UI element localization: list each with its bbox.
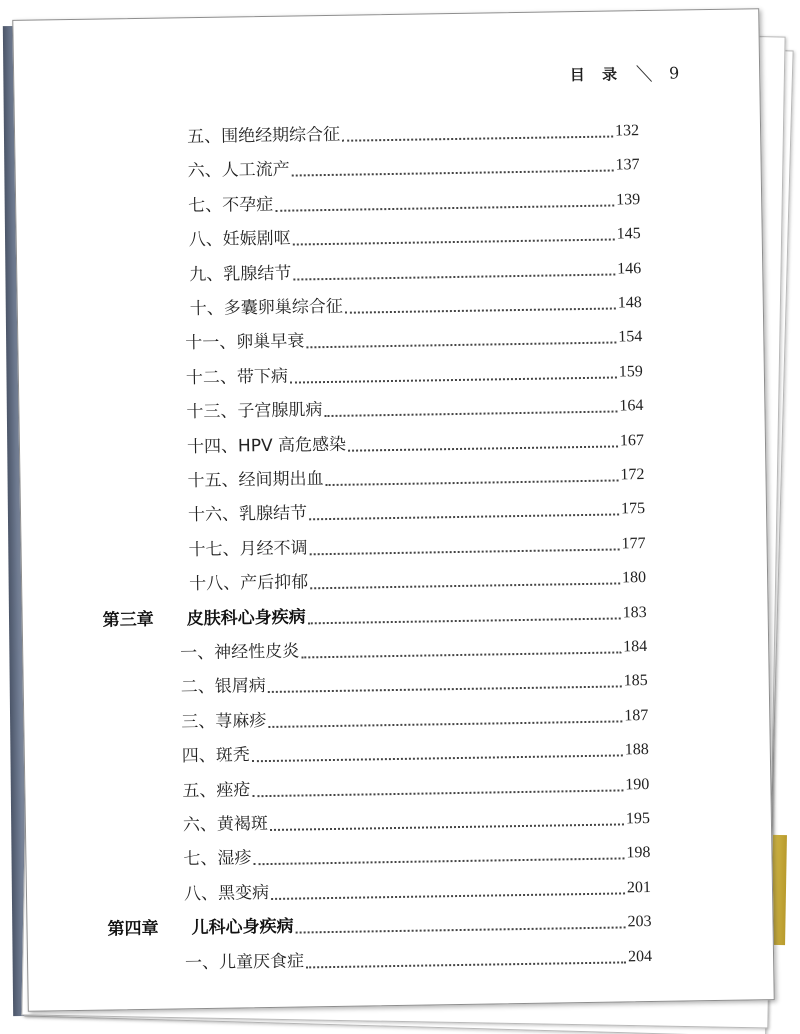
dot-leader bbox=[309, 514, 619, 521]
section-title: 七、湿疹 bbox=[183, 848, 252, 870]
toc-entry-row bbox=[188, 530, 645, 563]
section-title: 二、银屑病 bbox=[180, 676, 266, 698]
header-title: 目 录 bbox=[569, 64, 624, 84]
section-title: 六、黄褐斑 bbox=[182, 814, 269, 836]
dot-leader bbox=[296, 927, 626, 934]
dot-leader bbox=[306, 961, 626, 968]
section-title: 七、不孕症 bbox=[188, 194, 274, 216]
dot-leader bbox=[342, 136, 613, 142]
toc-entry-row bbox=[189, 255, 641, 288]
dot-leader bbox=[293, 273, 615, 280]
toc-entry-row bbox=[186, 392, 643, 425]
dot-leader bbox=[325, 411, 618, 418]
section-title: 十二、带下病 bbox=[185, 366, 289, 389]
toc-entry-row bbox=[187, 151, 639, 184]
page-number: 154 bbox=[618, 328, 643, 346]
section-title: 三、荨麻疹 bbox=[181, 710, 267, 733]
section-title: 八、妊娠剧呕 bbox=[188, 228, 291, 251]
toc-entry-row bbox=[181, 702, 648, 735]
dot-leader bbox=[254, 858, 625, 866]
page-number: 190 bbox=[625, 775, 650, 793]
section-title: 四、斑秃 bbox=[181, 745, 250, 767]
toc-entry-row bbox=[187, 117, 639, 150]
dot-leader bbox=[348, 445, 618, 451]
chapter-title bbox=[102, 604, 305, 633]
section-title: 一、神经性皮炎 bbox=[180, 641, 300, 664]
page-number: 167 bbox=[619, 431, 645, 450]
dot-leader bbox=[310, 548, 620, 555]
dot-leader bbox=[290, 376, 617, 383]
section-title: 十四、HPV 高危感染 bbox=[186, 434, 347, 457]
toc-entry-row bbox=[190, 289, 642, 322]
chapter-number: 第四章 bbox=[107, 918, 159, 940]
toc-entry-row bbox=[187, 461, 644, 494]
page-number: 195 bbox=[625, 810, 651, 828]
dot-leader bbox=[301, 651, 621, 658]
toc-entry-row bbox=[182, 771, 649, 804]
section-title: 十一、卵巢早衰 bbox=[185, 331, 305, 354]
chapter-label: 儿科心身疾病 bbox=[191, 916, 294, 939]
toc-entry-row bbox=[186, 358, 643, 391]
dot-leader bbox=[326, 479, 619, 486]
dot-leader bbox=[252, 789, 623, 797]
page-number: 146 bbox=[617, 259, 642, 278]
toc-entry-row bbox=[187, 427, 644, 460]
page-number: 172 bbox=[620, 466, 645, 484]
page-number: 204 bbox=[627, 947, 653, 965]
section-title: 六、人工流产 bbox=[187, 159, 290, 182]
page-number: 201 bbox=[626, 878, 652, 897]
dot-leader bbox=[292, 170, 614, 177]
section-title: 十八、产后抑郁 bbox=[188, 572, 309, 595]
page-number: 164 bbox=[619, 397, 644, 415]
page-number: 175 bbox=[620, 500, 646, 518]
dot-leader bbox=[268, 720, 622, 728]
section-title: 十六、乳腺结节 bbox=[187, 503, 308, 526]
dot-leader bbox=[306, 342, 616, 349]
running-head bbox=[570, 60, 680, 86]
toc-entry-row bbox=[184, 874, 651, 907]
page-number: 198 bbox=[626, 844, 651, 862]
page-number: 187 bbox=[624, 706, 649, 725]
toc-entry-row bbox=[188, 186, 640, 219]
page-number: 203 bbox=[627, 913, 652, 931]
page-number: 145 bbox=[616, 225, 641, 243]
page-number: 188 bbox=[624, 741, 649, 759]
page-number: 185 bbox=[623, 672, 648, 690]
toc-entry-row bbox=[181, 667, 648, 700]
page-number: 180 bbox=[621, 569, 647, 587]
toc-entry-row bbox=[185, 323, 642, 356]
toc-chapter-row bbox=[102, 599, 646, 634]
dot-leader bbox=[293, 239, 615, 246]
page-number: 139 bbox=[616, 190, 641, 209]
section-title: 一、儿童厌食症 bbox=[184, 951, 305, 973]
toc-chapter-row bbox=[107, 908, 651, 943]
dot-leader bbox=[252, 755, 623, 763]
dot-leader bbox=[310, 583, 620, 590]
table-of-contents bbox=[15, 115, 760, 973]
chapter-title bbox=[107, 914, 293, 943]
page-number: 148 bbox=[617, 294, 642, 312]
page-number: 184 bbox=[623, 638, 648, 656]
toc-entry-row bbox=[183, 805, 650, 838]
chapter-label: 皮肤科心身疾病 bbox=[186, 606, 306, 629]
toc-entry-row bbox=[188, 495, 645, 528]
section-title: 十七、月经不调 bbox=[188, 538, 308, 561]
toc-entry-row bbox=[189, 564, 646, 597]
section-title: 五、痤疮 bbox=[182, 779, 251, 801]
toc-entry-row bbox=[182, 736, 649, 769]
section-title: 九、乳腺结节 bbox=[189, 263, 292, 285]
section-title: 八、黑变病 bbox=[183, 882, 270, 905]
page-number: 132 bbox=[614, 122, 640, 140]
dot-leader bbox=[271, 892, 625, 900]
toc-entry-row bbox=[185, 943, 652, 976]
header-divider bbox=[636, 65, 652, 82]
section-title: 五、围绝经期综合征 bbox=[186, 124, 341, 148]
page-number: 177 bbox=[621, 534, 646, 553]
section-title: 十五、经间期出血 bbox=[187, 469, 324, 492]
chapter-number: 第三章 bbox=[102, 609, 154, 631]
toc-entry-row bbox=[189, 220, 641, 253]
toc-entry-row bbox=[183, 839, 650, 872]
toc-page bbox=[12, 8, 774, 1012]
section-title: 十、多囊卵巢综合征 bbox=[189, 296, 343, 320]
header-page-number: 9 bbox=[668, 62, 680, 83]
dot-leader bbox=[345, 307, 616, 313]
dot-leader bbox=[268, 686, 622, 694]
page-number: 183 bbox=[622, 603, 647, 622]
dot-leader bbox=[270, 823, 624, 831]
dot-leader bbox=[308, 617, 621, 624]
page-number: 159 bbox=[618, 362, 643, 381]
section-title: 十三、子宫腺肌病 bbox=[186, 400, 323, 423]
page-number: 137 bbox=[615, 156, 640, 174]
dot-leader bbox=[275, 204, 614, 211]
toc-entry-row bbox=[180, 633, 647, 666]
